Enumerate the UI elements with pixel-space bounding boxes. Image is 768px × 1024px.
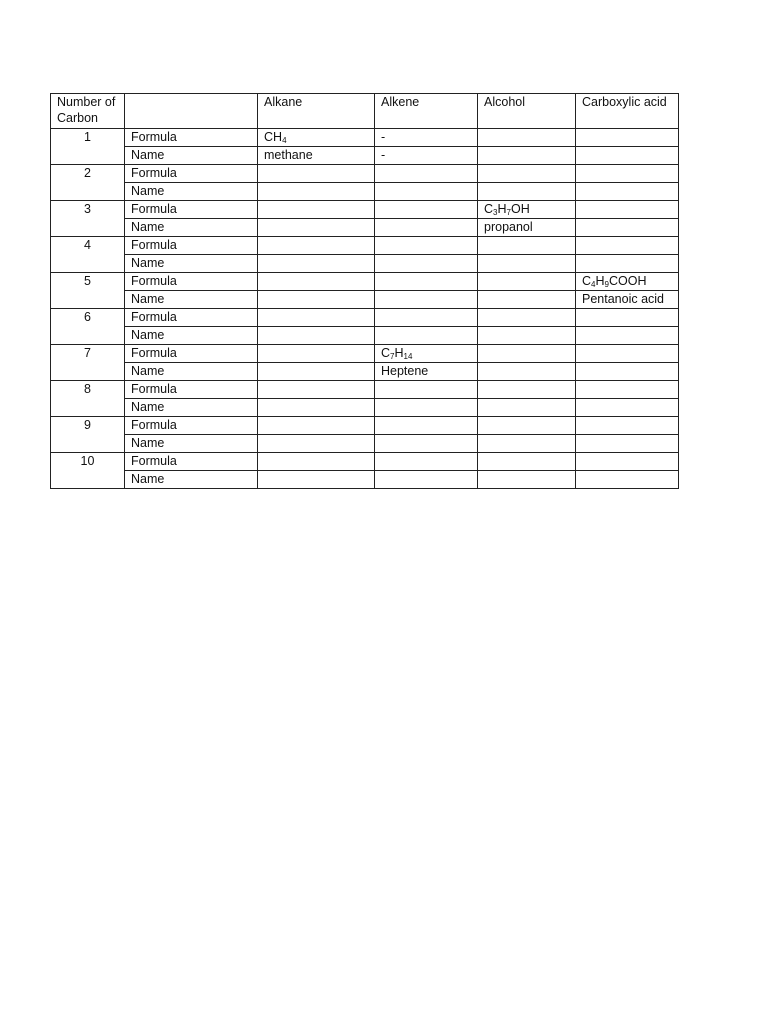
carboxylic-acid-formula-cell	[576, 453, 679, 471]
header-row	[51, 94, 679, 129]
name-label-cell: Name	[125, 363, 258, 381]
alkane-name-cell	[258, 291, 375, 309]
formula-subscript: 14	[403, 352, 413, 361]
alcohol-formula-cell	[478, 129, 576, 147]
name-label-cell: Name	[125, 183, 258, 201]
formula-subscript: 7	[506, 208, 511, 217]
header-alkane: Alkane	[258, 94, 375, 129]
table-row-formula	[51, 237, 679, 255]
carboxylic-acid-name-cell	[576, 183, 679, 201]
alcohol-formula-cell	[478, 201, 576, 219]
carbon-number-cell: 1	[51, 129, 125, 165]
formula-subscript: 4	[282, 136, 287, 145]
alkane-formula-cell	[258, 237, 375, 255]
table-row-formula	[51, 129, 679, 147]
carboxylic-acid-formula-cell	[576, 201, 679, 219]
carboxylic-acid-name-cell	[576, 435, 679, 453]
alkane-formula-cell	[258, 345, 375, 363]
carboxylic-acid-name-cell: Pentanoic acid	[576, 291, 679, 309]
alkene-name-cell: -	[375, 147, 478, 165]
header-alkene: Alkene	[375, 94, 478, 129]
formula-label-cell: Formula	[125, 417, 258, 435]
carbon-number-cell: 10	[51, 453, 125, 489]
alkene-formula-cell	[375, 237, 478, 255]
table-row-formula	[51, 165, 679, 183]
alkene-name-cell	[375, 435, 478, 453]
alkene-formula-cell	[375, 453, 478, 471]
alkane-name-cell: methane	[258, 147, 375, 165]
formula-text: CH	[264, 130, 283, 144]
formula-label-cell: Formula	[125, 273, 258, 291]
alkene-formula-cell	[375, 417, 478, 435]
alcohol-formula-cell	[478, 273, 576, 291]
carboxylic-acid-name-cell	[576, 147, 679, 165]
alkane-name-cell	[258, 327, 375, 345]
formula-subscript: 3	[493, 208, 498, 217]
formula-label-cell: Formula	[125, 309, 258, 327]
name-label-cell: Name	[125, 291, 258, 309]
carboxylic-acid-name-cell	[576, 327, 679, 345]
formula-text: C	[484, 202, 494, 216]
alkene-formula-cell	[375, 165, 478, 183]
alcohol-name-cell	[478, 327, 576, 345]
alkane-formula-cell	[258, 165, 375, 183]
carboxylic-acid-name-cell	[576, 471, 679, 489]
carboxylic-acid-formula-cell	[576, 381, 679, 399]
alkane-formula-cell	[258, 417, 375, 435]
name-label-cell: Name	[125, 399, 258, 417]
formula-text: COOH	[608, 274, 647, 288]
table-row-name	[51, 147, 679, 165]
alcohol-name-cell	[478, 471, 576, 489]
formula-subscript: 9	[604, 280, 609, 289]
name-label-cell: Name	[125, 327, 258, 345]
carboxylic-acid-name-cell	[576, 255, 679, 273]
carbon-number-cell: 5	[51, 273, 125, 309]
formula-subscript: 7	[390, 352, 395, 361]
formula-text: -	[381, 130, 386, 144]
carboxylic-acid-formula-cell	[576, 345, 679, 363]
formula-label-cell: Formula	[125, 345, 258, 363]
alkene-formula-cell	[375, 129, 478, 147]
formula-text: H	[497, 202, 507, 216]
alcohol-formula-cell	[478, 345, 576, 363]
alkene-formula-cell	[375, 345, 478, 363]
table-row-formula	[51, 345, 679, 363]
alkene-name-cell: Heptene	[375, 363, 478, 381]
name-label-cell: Name	[125, 219, 258, 237]
alcohol-formula-cell	[478, 165, 576, 183]
alkene-formula-cell	[375, 309, 478, 327]
carbon-number-cell: 7	[51, 345, 125, 381]
alcohol-name-cell	[478, 363, 576, 381]
formula-text: OH	[510, 202, 530, 216]
alkane-name-cell	[258, 183, 375, 201]
alkene-name-cell	[375, 471, 478, 489]
carboxylic-acid-formula-cell	[576, 237, 679, 255]
alkane-name-cell	[258, 363, 375, 381]
carboxylic-acid-name-cell	[576, 219, 679, 237]
table-row-formula	[51, 381, 679, 399]
table-row-formula	[51, 453, 679, 471]
alkane-name-cell	[258, 471, 375, 489]
carbon-number-cell: 8	[51, 381, 125, 417]
alkene-name-cell	[375, 399, 478, 417]
table-row-name	[51, 255, 679, 273]
table-row-name	[51, 183, 679, 201]
formula-label-cell: Formula	[125, 453, 258, 471]
alkene-name-cell	[375, 327, 478, 345]
table-row-formula	[51, 417, 679, 435]
alkane-name-cell	[258, 435, 375, 453]
alkane-name-cell	[258, 255, 375, 273]
alkane-formula-cell	[258, 201, 375, 219]
alcohol-name-cell	[478, 435, 576, 453]
carboxylic-acid-formula-cell	[576, 165, 679, 183]
alkene-formula-cell	[375, 201, 478, 219]
alkane-formula-cell	[258, 453, 375, 471]
alkane-name-cell	[258, 399, 375, 417]
formula-label-cell: Formula	[125, 237, 258, 255]
header-carboxylic-acid: Carboxylic acid	[576, 94, 679, 129]
carbon-number-cell: 4	[51, 237, 125, 273]
formula-subscript: 4	[591, 280, 596, 289]
alcohol-formula-cell	[478, 309, 576, 327]
table-row-name	[51, 471, 679, 489]
table-body	[51, 94, 679, 489]
name-label-cell: Name	[125, 147, 258, 165]
carboxylic-acid-formula-cell	[576, 273, 679, 291]
organic-compounds-table	[50, 93, 679, 489]
name-label-cell: Name	[125, 435, 258, 453]
alcohol-formula-cell	[478, 237, 576, 255]
alcohol-name-cell	[478, 399, 576, 417]
table-row-name	[51, 435, 679, 453]
carboxylic-acid-formula-cell	[576, 309, 679, 327]
carboxylic-acid-formula-cell	[576, 129, 679, 147]
alkene-formula-cell	[375, 273, 478, 291]
formula-label-cell: Formula	[125, 381, 258, 399]
alkene-name-cell	[375, 183, 478, 201]
carbon-number-cell: 6	[51, 309, 125, 345]
formula-text: H	[394, 346, 404, 360]
table-row-formula	[51, 309, 679, 327]
header-number-of-carbon: Number of Carbon	[51, 94, 125, 129]
table-row-name	[51, 219, 679, 237]
alkene-formula-cell	[375, 381, 478, 399]
alkene-name-cell	[375, 291, 478, 309]
carboxylic-acid-name-cell	[576, 399, 679, 417]
table-row-name	[51, 363, 679, 381]
formula-label-cell: Formula	[125, 129, 258, 147]
table-row-formula	[51, 201, 679, 219]
formula-label-cell: Formula	[125, 165, 258, 183]
alcohol-formula-cell	[478, 381, 576, 399]
carbon-number-cell: 9	[51, 417, 125, 453]
name-label-cell: Name	[125, 471, 258, 489]
table-row-name	[51, 291, 679, 309]
alcohol-name-cell	[478, 255, 576, 273]
formula-text: H	[595, 274, 605, 288]
formula-label-cell: Formula	[125, 201, 258, 219]
carbon-number-cell: 3	[51, 201, 125, 237]
header-row-type	[125, 94, 258, 129]
name-label-cell: Name	[125, 255, 258, 273]
carbon-number-cell: 2	[51, 165, 125, 201]
formula-text: C	[582, 274, 592, 288]
alkene-name-cell	[375, 255, 478, 273]
alcohol-name-cell	[478, 183, 576, 201]
alkane-formula-cell	[258, 273, 375, 291]
alcohol-formula-cell	[478, 453, 576, 471]
table-row-name	[51, 327, 679, 345]
alkene-name-cell	[375, 219, 478, 237]
table-row-name	[51, 399, 679, 417]
table-row-formula	[51, 273, 679, 291]
alcohol-formula-cell	[478, 417, 576, 435]
alcohol-name-cell	[478, 147, 576, 165]
alkane-formula-cell	[258, 309, 375, 327]
alcohol-name-cell: propanol	[478, 219, 576, 237]
alcohol-name-cell	[478, 291, 576, 309]
alkane-name-cell	[258, 219, 375, 237]
carboxylic-acid-formula-cell	[576, 417, 679, 435]
formula-text: C	[381, 346, 391, 360]
alkane-formula-cell	[258, 381, 375, 399]
alkane-formula-cell	[258, 129, 375, 147]
header-alcohol: Alcohol	[478, 94, 576, 129]
carboxylic-acid-name-cell	[576, 363, 679, 381]
